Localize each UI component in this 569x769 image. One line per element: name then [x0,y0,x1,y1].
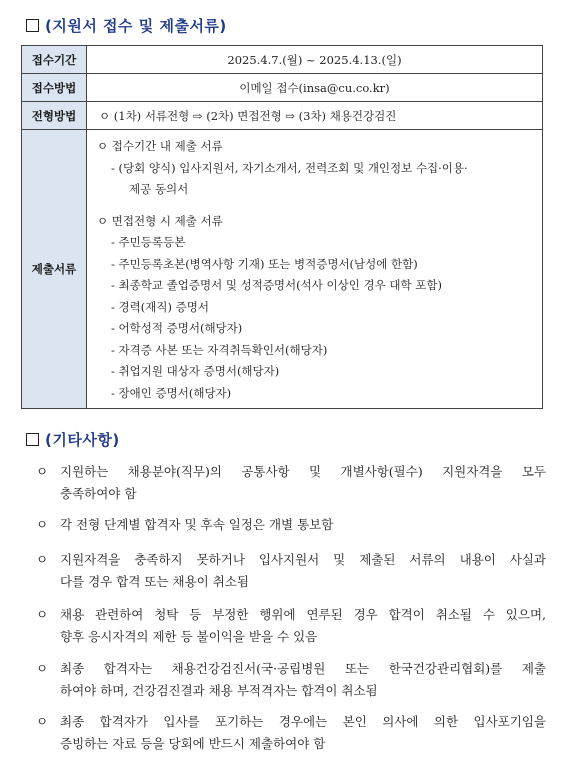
list-item: - 자격증 사본 또는 자격취득확인서(해당자) [111,342,328,357]
bullet-icon: ㅇ [36,714,49,729]
list-item: ㅇ 채용 관련하여 청탁 등 부정한 행위에 연루된 경우 합격이 취소될 수 있으며, 향후 응시자격의 제한 등 불이익을 받을 수 있음 [36,604,546,648]
checkbox-square-icon [26,19,39,32]
row-label: 제출서류 [22,130,87,409]
list-item: ㅇ 최종 합격자는 채용건강검진서(국·공립병원 또는 한국건강관리협회)를 제출 하여야 하며, 건강검진결과 채용 부적격자는 합격이 취소됨 [36,658,546,702]
list-item: ㅇ 각 전형 단계별 합격자 및 후속 일정은 개별 통보함 [36,514,546,536]
list-item: ㅇ 최종 합격자가 입사를 포기하는 경우에는 본인 의사에 의한 입사포기임을 증빙하는 자료 등을 당회에 반드시 제출하여야 함 [36,711,546,755]
list-item: ㅇ 지원자격을 충족하지 못하거나 입사지원서 및 제출된 서류의 내용이 사실과 다를 경우 합격 또는 채용이 취소됨 [36,549,546,593]
checkbox-square-icon [26,433,39,446]
documents-cell [87,130,543,409]
list-item: - 어학성적 증명서(해당자) [111,321,243,335]
period-value: 2025.4.7.(월) ~ 2025.4.13.(일) [87,46,543,74]
selection-value: ㅇ (1차) 서류전형 ⇨ (2차) 면접전형 ⇨ (3차) 채용건강검진 [87,102,543,130]
doc-group-heading: ㅇ 면접전형 시 제출 서류 [97,213,223,228]
list-item: - 취업지원 대상자 증명서(해당자) [111,364,280,378]
method-value: 이메일 접수(insa@cu.co.kr) [87,74,543,102]
row-label: 전형방법 [22,102,87,130]
bullet-icon: ㅇ [36,517,49,532]
bullet-icon: ㅇ [36,464,49,479]
list-item: - 장애인 증명서(해당자) [111,385,232,400]
list-item: ㅇ 지원하는 채용분야(직무)의 공통사항 및 개별사항(필수) 지원자격을 모두 충족하여야 함 [36,461,546,505]
section-title-application: (지원서 접수 및 제출서류) [26,15,227,36]
table-row [22,130,543,409]
row-label: 접수기간 [22,46,87,74]
bullet-icon: ㅇ [36,607,49,622]
list-item: - 주민등록등본 [111,235,186,249]
application-table [21,45,543,409]
table-row [22,74,543,102]
table-row [22,46,543,74]
bullet-icon: ㅇ [36,552,49,567]
table-row [22,102,543,130]
bullet-icon: ㅇ [36,661,49,676]
list-item: 제공 동의서 [129,182,189,196]
row-label: 접수방법 [22,74,87,102]
section-title-other: (기타사항) [26,429,120,450]
list-item: - 경력(재직) 증명서 [111,299,209,314]
list-item: - 주민등록초본(병역사항 기재) 또는 병적증명서(남성에 한함) [111,256,418,271]
list-item: - 최종학교 졸업증명서 및 성적증명서(석사 이상인 경우 대학 포함) [111,278,442,292]
list-item: - (당회 양식) 입사지원서, 자기소개서, 전력조회 및 개인정보 수집·이용· [111,160,468,175]
doc-group-heading: ㅇ 접수기간 내 제출 서류 [97,139,223,153]
